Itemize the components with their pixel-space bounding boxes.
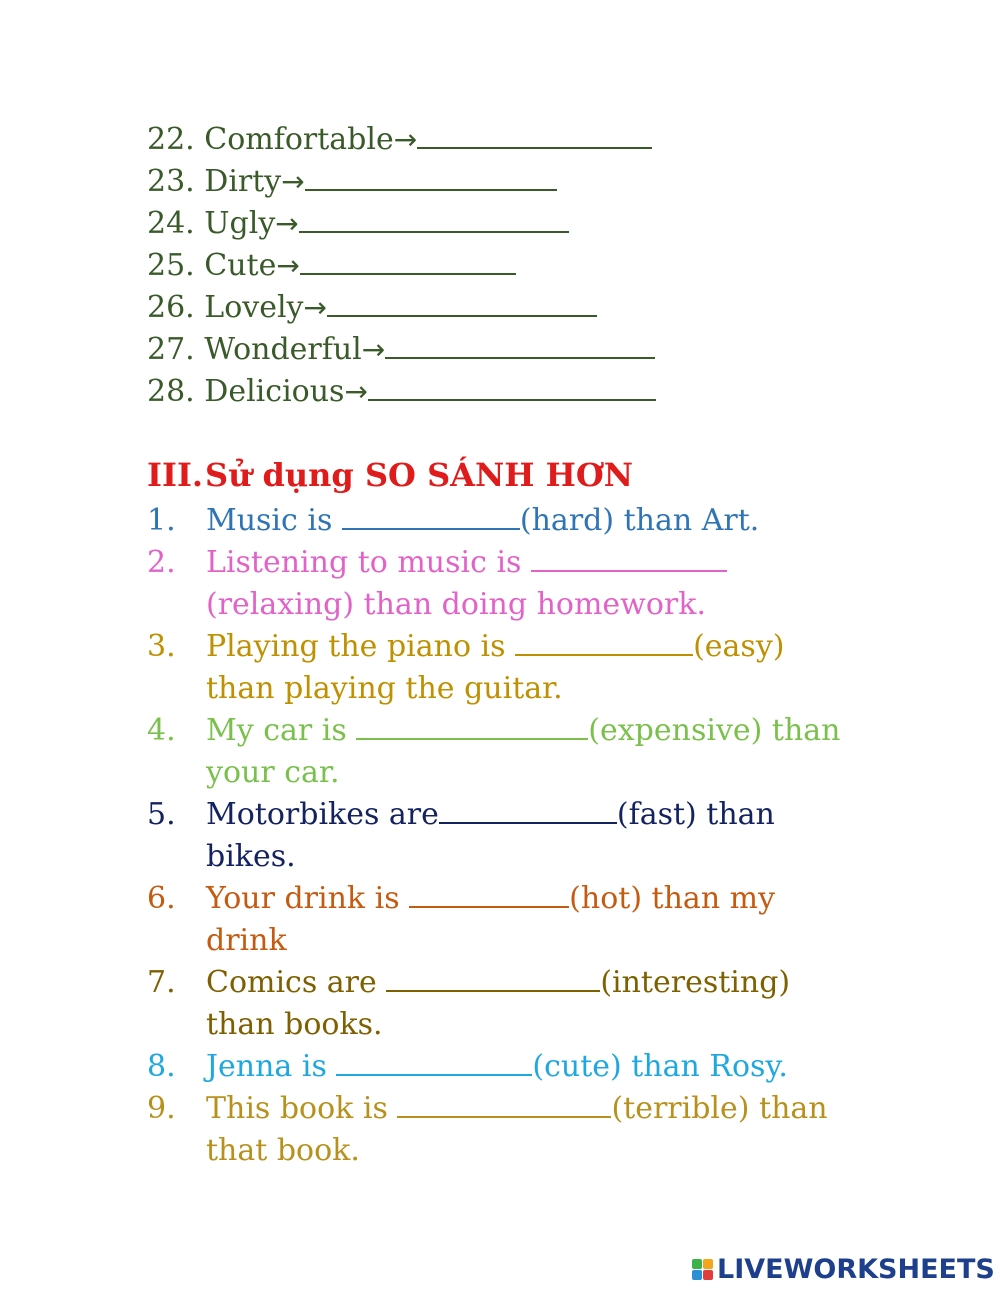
logo-text: LIVEWORKSHEETS — [717, 1253, 995, 1285]
answer-blank[interactable] — [327, 289, 597, 317]
exercise-text: (fast) than — [616, 797, 775, 832]
exercise-text: Comics are — [206, 965, 387, 1000]
arrow-icon: → — [393, 123, 418, 156]
item-number: 22. — [147, 122, 195, 157]
list-item — [147, 245, 656, 287]
exercise-number: 1. — [147, 503, 176, 538]
exercise-number: 7. — [147, 965, 176, 1000]
exercise-text: than playing the guitar. — [206, 671, 563, 706]
item-word: Delicious — [204, 374, 345, 409]
answer-blank[interactable] — [515, 628, 693, 656]
answer-blank[interactable] — [305, 163, 557, 191]
exercise-text: Jenna is — [206, 1049, 337, 1084]
list-item — [147, 203, 656, 245]
answer-blank[interactable] — [409, 880, 569, 908]
exercise-number: 3. — [147, 629, 176, 664]
exercise-text: that book. — [206, 1133, 360, 1168]
liveworksheets-logo[interactable] — [692, 1253, 995, 1285]
answer-blank[interactable] — [299, 205, 569, 233]
exercise-text: (cute) than Rosy. — [532, 1049, 788, 1084]
arrow-icon: → — [361, 333, 386, 366]
adjective-list — [147, 119, 656, 413]
answer-blank[interactable] — [300, 247, 516, 275]
item-word: Comfortable — [204, 122, 394, 157]
item-number: 23. — [147, 164, 195, 199]
section-heading — [147, 456, 633, 494]
list-item — [147, 161, 656, 203]
answer-blank[interactable] — [531, 544, 727, 572]
exercise-number: 8. — [147, 1049, 176, 1084]
exercise-text: Music is — [206, 503, 342, 538]
item-number: 24. — [147, 206, 195, 241]
exercise-text: (expensive) than — [588, 713, 841, 748]
answer-blank[interactable] — [386, 964, 600, 992]
item-word: Wonderful — [204, 332, 362, 367]
exercise-number: 6. — [147, 881, 176, 916]
exercise-number: 9. — [147, 1091, 176, 1126]
exercise-text: than books. — [206, 1007, 383, 1042]
exercise-text: Motorbikes are — [206, 797, 439, 832]
liveworksheets-logo-icon — [692, 1259, 713, 1280]
exercise-text: Your drink is — [206, 881, 410, 916]
exercise-text: (hard) than Art. — [519, 503, 760, 538]
exercise-number: 5. — [147, 797, 176, 832]
item-word: Dirty — [204, 164, 282, 199]
list-item — [147, 287, 656, 329]
exercise-list — [147, 500, 896, 1172]
exercise-item — [147, 500, 896, 542]
section-number: III. — [147, 456, 204, 494]
arrow-icon: → — [303, 291, 327, 324]
list-item — [147, 371, 656, 413]
arrow-icon: → — [276, 249, 300, 282]
exercise-text: (hot) than my — [569, 881, 776, 916]
arrow-icon: → — [275, 207, 299, 240]
exercise-text: (easy) — [693, 629, 785, 664]
answer-blank[interactable] — [417, 121, 652, 149]
arrow-icon: → — [281, 165, 305, 198]
answer-blank[interactable] — [368, 373, 656, 401]
exercise-text: drink — [206, 923, 287, 958]
exercise-text: This book is — [206, 1091, 398, 1126]
item-number: 26. — [147, 290, 195, 325]
exercise-item — [147, 1046, 896, 1088]
arrow-icon: → — [344, 375, 368, 408]
item-number: 27. — [147, 332, 195, 367]
answer-blank[interactable] — [356, 712, 588, 740]
exercise-text: bikes. — [206, 839, 296, 874]
exercise-text: (relaxing) than doing homework. — [206, 587, 706, 622]
answer-blank[interactable] — [439, 796, 617, 824]
section-title: Sử dụng SO SÁNH HƠN — [205, 456, 633, 494]
answer-blank[interactable] — [336, 1048, 532, 1076]
answer-blank[interactable] — [385, 331, 655, 359]
exercise-item — [147, 710, 896, 794]
item-number: 28. — [147, 374, 195, 409]
list-item — [147, 119, 656, 161]
exercise-number: 4. — [147, 713, 176, 748]
exercise-text: My car is — [206, 713, 357, 748]
list-item — [147, 329, 656, 371]
answer-blank[interactable] — [397, 1090, 611, 1118]
exercise-text: (interesting) — [600, 965, 791, 1000]
exercise-text: Playing the piano is — [206, 629, 516, 664]
item-word: Cute — [204, 248, 277, 283]
item-word: Ugly — [204, 206, 276, 241]
item-word: Lovely — [204, 290, 304, 325]
exercise-text: (terrible) than — [611, 1091, 828, 1126]
exercise-text: your car. — [206, 755, 340, 790]
exercise-item — [147, 626, 896, 710]
exercise-item — [147, 1088, 896, 1172]
item-number: 25. — [147, 248, 195, 283]
exercise-item — [147, 878, 896, 962]
answer-blank[interactable] — [342, 502, 520, 530]
exercise-item — [147, 794, 896, 878]
exercise-text: Listening to music is — [206, 545, 531, 580]
exercise-item — [147, 962, 896, 1046]
exercise-item — [147, 542, 896, 626]
exercise-number: 2. — [147, 545, 176, 580]
